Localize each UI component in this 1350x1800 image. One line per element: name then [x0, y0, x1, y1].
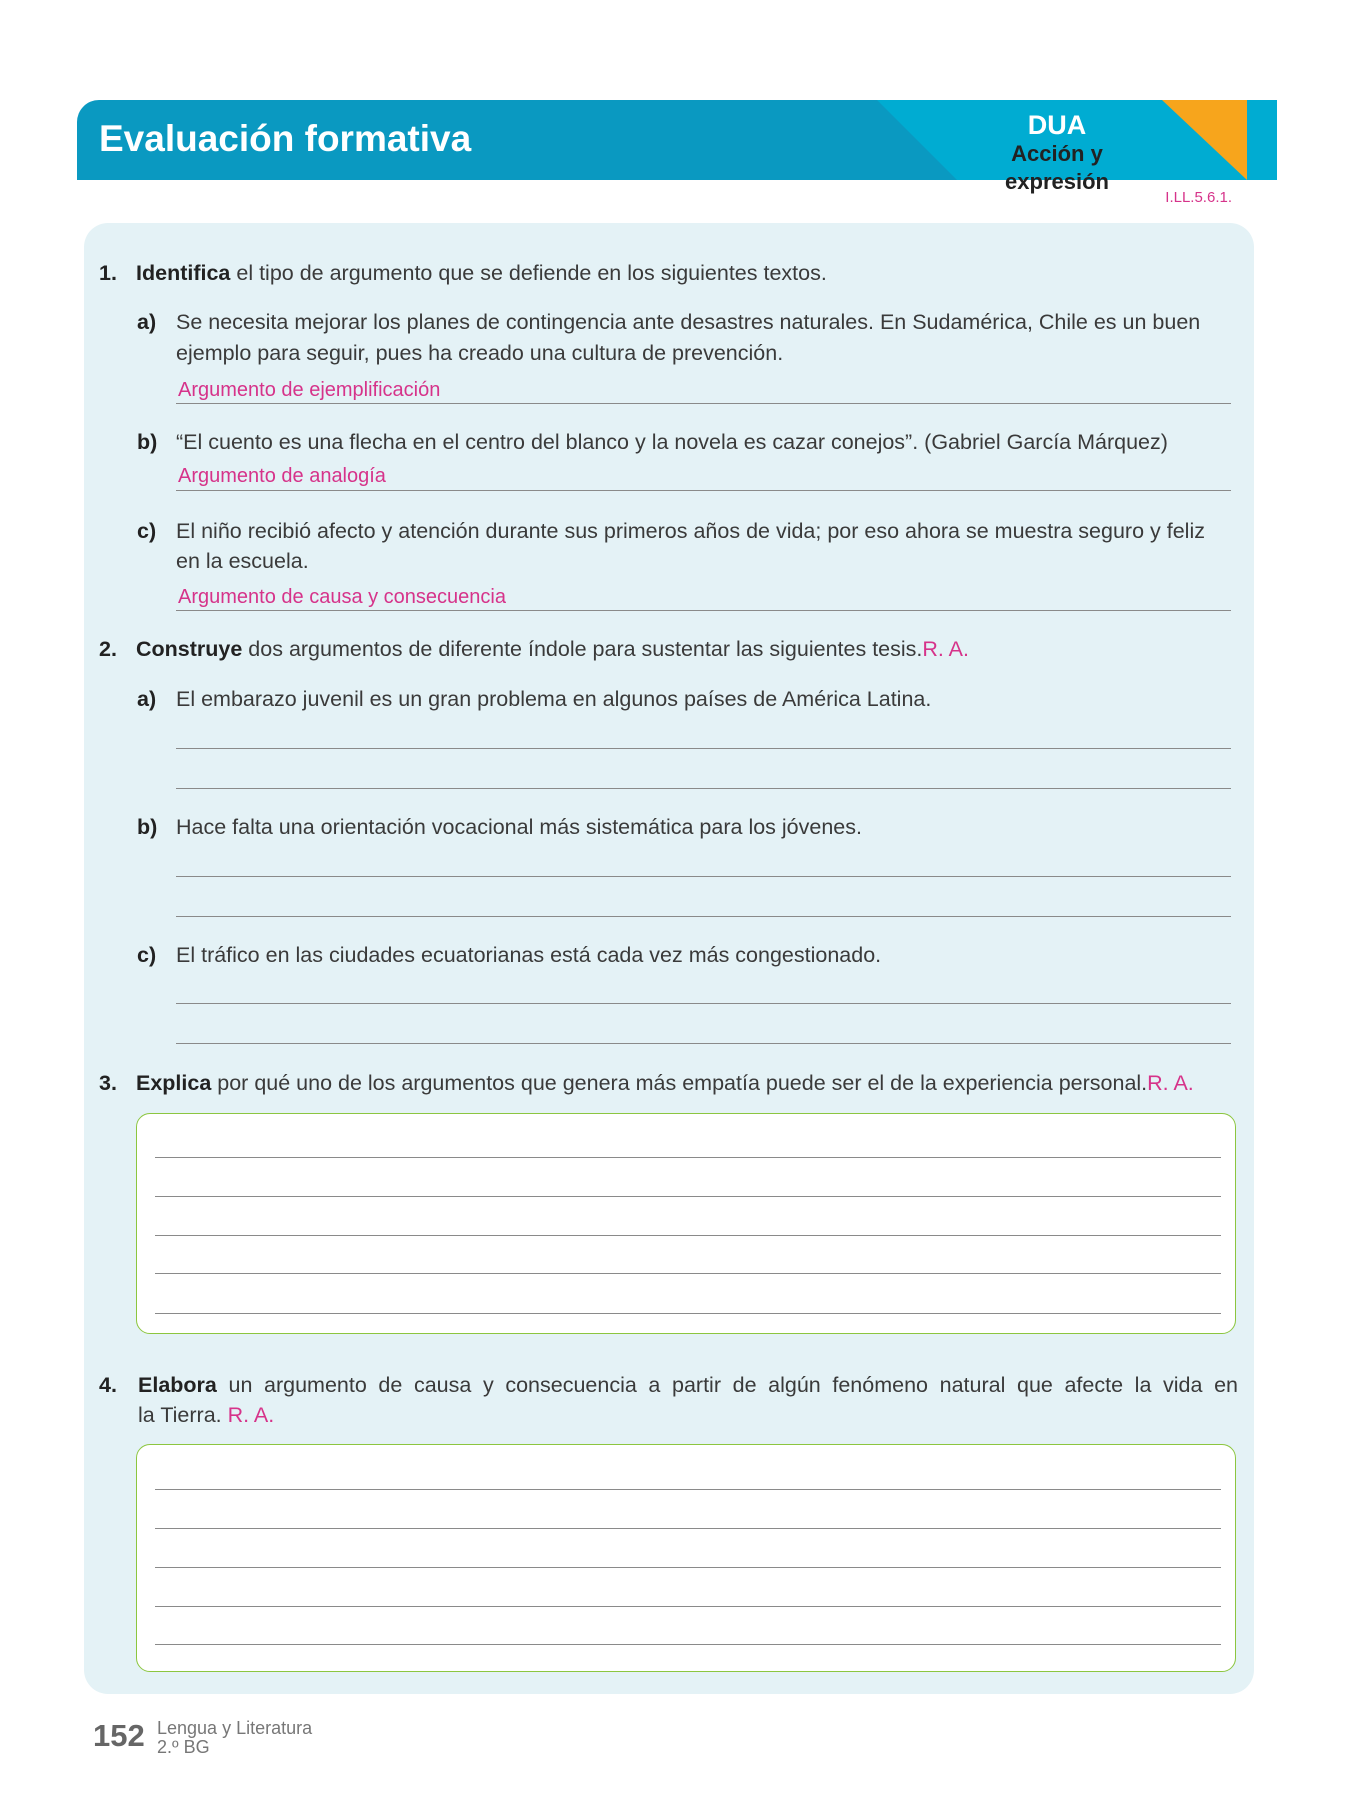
q3-prompt [136, 1068, 1194, 1098]
q2c-text: El tráfico en las ciudades ecuatorianas está cada vez más congestionado. [176, 943, 882, 967]
answer-line[interactable] [176, 1043, 1231, 1044]
q1a-letter: a) [137, 310, 157, 334]
dua-label: DUA [1027, 110, 1087, 140]
q2-prompt [136, 634, 969, 664]
answer-line[interactable] [176, 748, 1231, 749]
answer-line[interactable] [176, 876, 1231, 877]
q1c-text-1: El niño recibió afecto y atención durante sus primeros años de vida; por eso ahora se muestra seguro y feliz [176, 519, 1205, 543]
q1b-answer: Argumento de analogía [178, 465, 386, 487]
answer-line [155, 1196, 1221, 1197]
q1-verb: Identifica [136, 261, 231, 285]
q1-number: 1. [99, 261, 117, 285]
dua-badge [957, 110, 1157, 196]
answer-line [155, 1528, 1221, 1529]
page-title: Evaluación formativa [99, 118, 472, 159]
q2b-letter: b) [137, 815, 158, 839]
q1c-text-2: en la escuela. [176, 549, 309, 573]
q4-prompt [138, 1370, 1238, 1400]
q4-text-2: la Tierra. [138, 1403, 222, 1427]
q1b-letter: b) [137, 430, 158, 454]
grade-label: 2.º BG [157, 1737, 210, 1757]
answer-line [155, 1644, 1221, 1645]
q3-ra: R. A. [1147, 1071, 1194, 1095]
q2a-text: El embarazo juvenil es un gran problema en algunos países de América Latina. [176, 687, 932, 711]
q2-ra: R. A. [922, 637, 969, 661]
subject-name: Lengua y Literatura [157, 1718, 313, 1738]
q4-text: un argumento de causa y consecuencia a partir de algún fenómeno natural que afecte la vida en [216, 1373, 1238, 1397]
section-header [77, 100, 1247, 194]
answer-line[interactable] [176, 1003, 1231, 1004]
answer-line[interactable] [176, 403, 1231, 404]
q1-prompt [136, 258, 827, 288]
answer-line [155, 1489, 1221, 1490]
answer-line[interactable] [176, 490, 1231, 491]
answer-line[interactable] [176, 788, 1231, 789]
q3-text: por qué uno de los argumentos que genera más empatía puede ser el de la experiencia personal. [211, 1071, 1148, 1095]
q4-answer-box[interactable] [136, 1444, 1236, 1672]
q2-number: 2. [99, 637, 117, 661]
q1c-letter: c) [137, 519, 157, 543]
page-number: 152 [93, 1718, 145, 1753]
answer-line[interactable] [176, 610, 1231, 611]
q2-verb: Construye [136, 637, 243, 661]
q1b-text: “El cuento es una flecha en el centro del blanco y la novela es cazar conejos”. (Gabriel García Márquez) [176, 430, 1168, 454]
indicator-code: I.LL.5.6.1. [1165, 189, 1232, 206]
answer-line [155, 1235, 1221, 1236]
q3-verb: Explica [136, 1071, 212, 1095]
answer-line [155, 1273, 1221, 1274]
q1-text: el tipo de argumento que se defiende en los siguientes textos. [230, 261, 827, 285]
q2b-text: Hace falta una orientación vocacional más sistemática para los jóvenes. [176, 815, 862, 839]
q4-verb: Elabora [138, 1373, 217, 1397]
q4-ra: R. A. [227, 1403, 275, 1427]
q1a-text-1: Se necesita mejorar los planes de contingencia ante desastres naturales. En Sudamérica, Chile es un buen [176, 310, 1201, 334]
q1c-answer: Argumento de causa y consecuencia [178, 586, 506, 608]
answer-line [155, 1606, 1221, 1607]
q2c-letter: c) [137, 943, 157, 967]
answer-line[interactable] [176, 916, 1231, 917]
footer-subject [157, 1719, 312, 1757]
q2-text: dos argumentos de diferente índole para sustentar las siguientes tesis. [242, 637, 923, 661]
answer-line [155, 1313, 1221, 1314]
q4-number: 4. [99, 1373, 117, 1397]
answer-line [155, 1157, 1221, 1158]
answer-line [155, 1567, 1221, 1568]
q3-number: 3. [99, 1071, 117, 1095]
q3-answer-box[interactable] [136, 1113, 1236, 1334]
dua-subtitle: Acción y expresión [1005, 141, 1109, 194]
q1a-answer: Argumento de ejemplificación [178, 379, 441, 401]
q2a-letter: a) [137, 687, 157, 711]
q4-prompt-2 [138, 1400, 274, 1430]
q1a-text-2: ejemplo para seguir, pues ha creado una cultura de prevención. [176, 341, 784, 365]
